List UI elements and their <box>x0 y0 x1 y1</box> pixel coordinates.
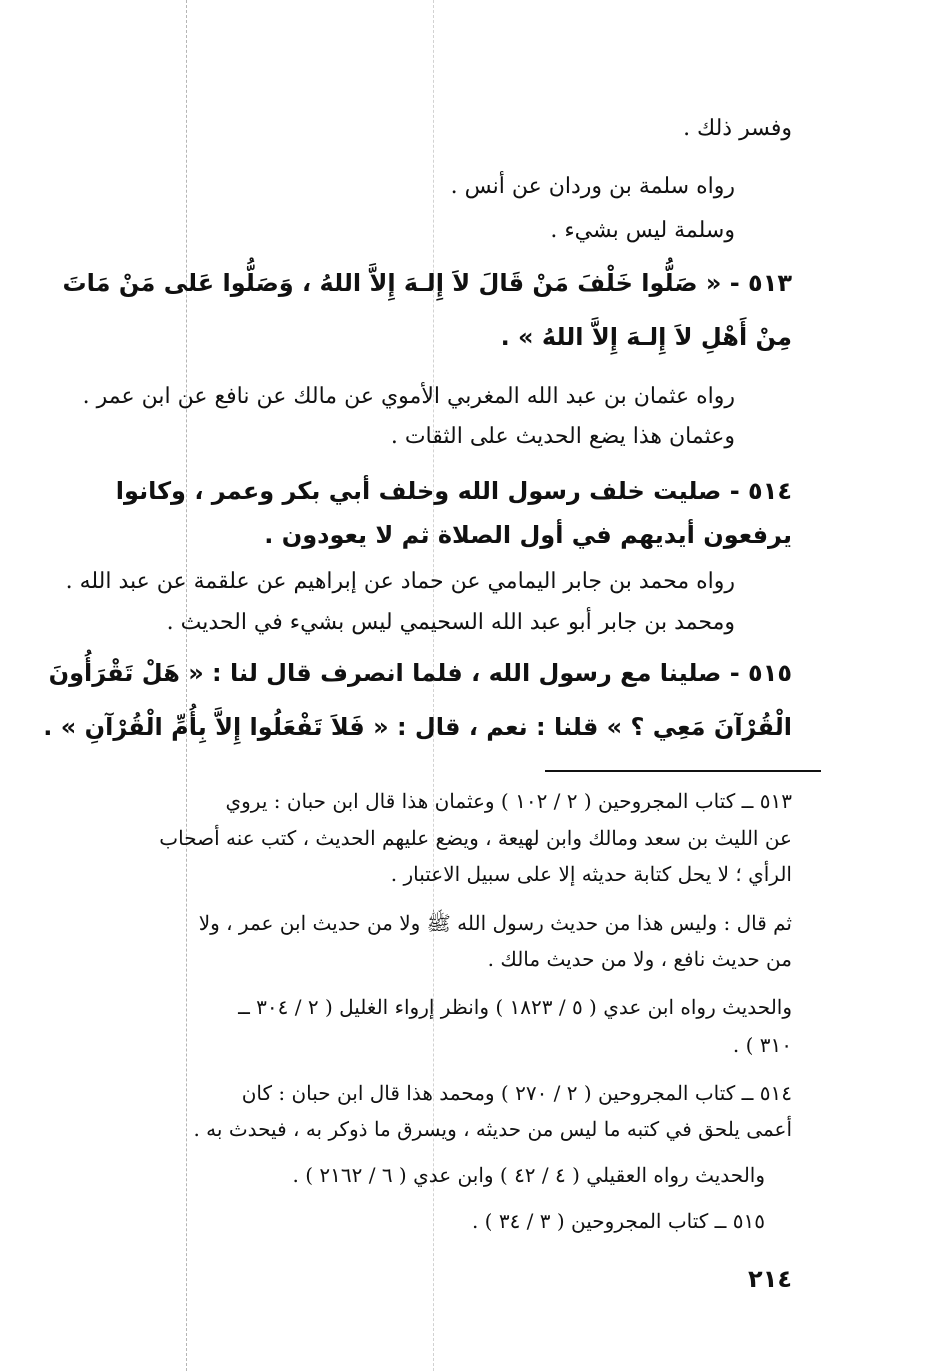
footnote-separator <box>545 770 821 772</box>
footnote-514-line2: أعمى يلحق في كتبه ما ليس من حديثه ، ويسرق ما ذوكر به ، فيحدث به . <box>193 1117 792 1141</box>
hadith-515-text-line1: ٥١٥ - صلينا مع رسول الله ، فلما انصرف قال لنا : « هَلْ تَقْرَأُونَ <box>48 659 792 687</box>
footnote-513-line7: ٣١٠ ) . <box>732 1033 792 1057</box>
hadith-514-text-line2: يرفعون أيديهم في أول الصلاة ثم لا يعودون . <box>264 521 792 549</box>
footnote-513-line1: ٥١٣ ــ كتاب المجروحين ( ٢ / ١٠٢ ) وعثمان هذا قال ابن حبان : يروي <box>225 789 792 813</box>
footnote-513-line5: من حديث نافع ، ولا من حديث مالك . <box>487 947 792 971</box>
hadith-514-text-line1: ٥١٤ - صليت خلف رسول الله وخلف أبي بكر وعمر ، وكانوا <box>115 477 792 505</box>
footnote-515-line1: ٥١٥ ــ كتاب المجروحين ( ٣ / ٣٤ ) . <box>471 1209 765 1233</box>
footnote-514-line3: والحديث رواه العقيلي ( ٤ / ٤٢ ) وابن عدي ( ٦ / ٢١٦٢ ) . <box>292 1163 765 1187</box>
footnote-513-line4: ثم قال : وليس هذا من حديث رسول الله ﷺ ولا من حديث ابن عمر ، ولا <box>198 911 792 935</box>
continuation-line: وفسر ذلك . <box>683 116 792 141</box>
hadith-514-narration: رواه محمد بن جابر اليمامي عن حماد عن إبراهيم عن علقمة عن عبد الله . <box>65 569 735 594</box>
hadith-514-grading: ومحمد بن جابر أبو عبد الله السحيمي ليس بشيء في الحديث . <box>166 610 735 635</box>
hadith-513-text-line1: ٥١٣ - « صَلُّوا خَلْفَ مَنْ قَالَ لاَ إِلـهَ إِلاَّ اللهُ ، وَصَلُّوا عَلى مَنْ مَاتَ <box>62 269 792 297</box>
hadith-512-grading: وسلمة ليس بشيء . <box>550 218 735 243</box>
hadith-513-text-line2: مِنْ أَهْلِ لاَ إِلـهَ إِلاَّ اللهُ » . <box>500 323 792 351</box>
footnote-513-line6: والحديث رواه ابن عدي ( ٥ / ١٨٢٣ ) وانظر إرواء الغليل ( ٢ / ٣٠٤ ــ <box>238 995 792 1019</box>
footnote-514-line1: ٥١٤ ــ كتاب المجروحين ( ٢ / ٢٧٠ ) ومحمد هذا قال ابن حبان : كان <box>241 1081 792 1105</box>
hadith-513-narration: رواه عثمان بن عبد الله المغربي الأموي عن مالك عن نافع عن ابن عمر . <box>82 384 735 409</box>
footnote-513-line3: الرأي ؛ لا يحل كتابة حديثه إلا على سبيل الاعتبار . <box>390 862 792 886</box>
footnote-513-line2: عن الليث بن سعد ومالك وابن لهيعة ، ويضع عليهم الحديث ، كتب عنه أصحاب <box>159 826 792 850</box>
page-number: ٢١٤ <box>748 1265 792 1293</box>
hadith-513-grading: وعثمان هذا يضع الحديث على الثقات . <box>390 424 735 449</box>
hadith-512-narration: رواه سلمة بن وردان عن أنس . <box>450 174 735 199</box>
hadith-515-text-line2: الْقُرْآنَ مَعِي ؟ » قلنا : نعم ، قال : « فَلاَ تَفْعَلُوا إِلاَّ بِأُمِّ الْقُرْآنِ » . <box>43 713 792 741</box>
